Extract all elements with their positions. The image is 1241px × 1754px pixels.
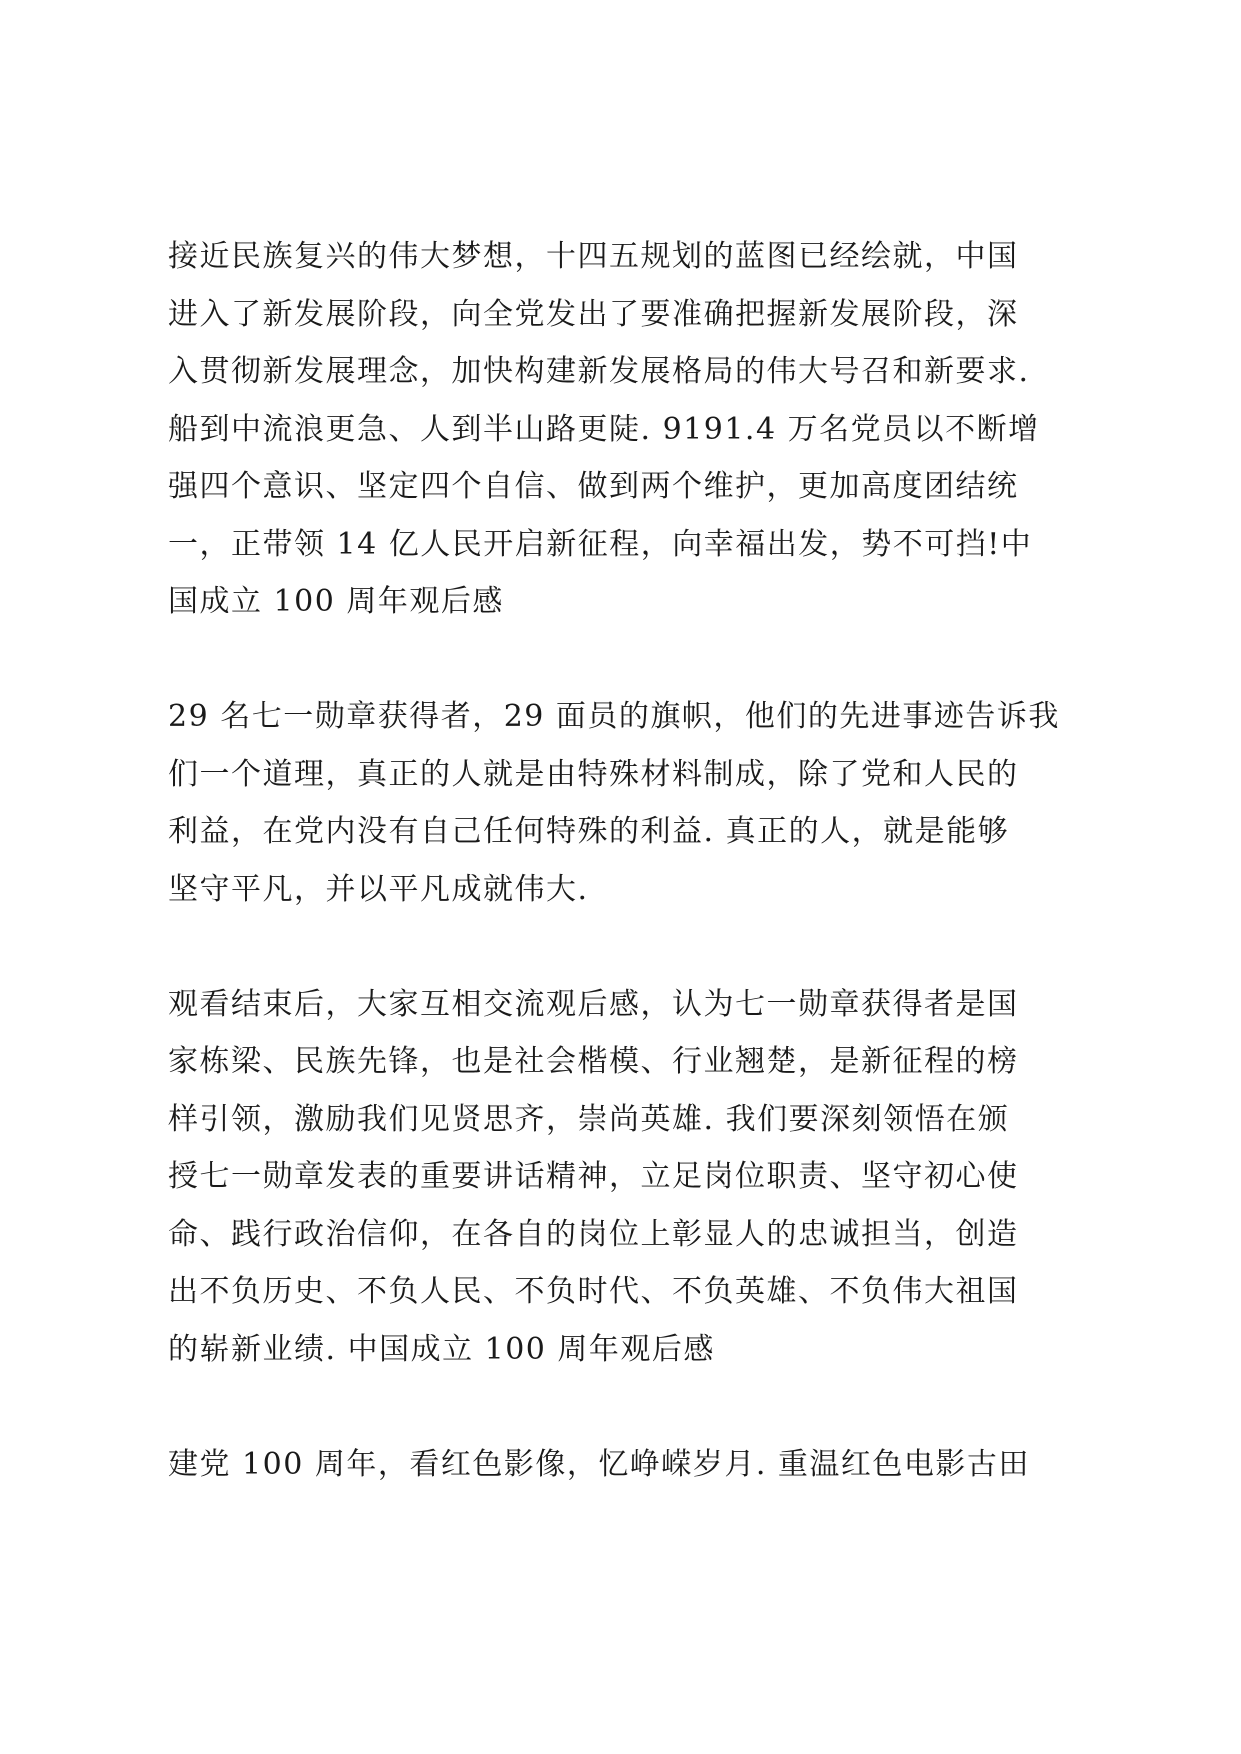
text-line: 建党 100 周年，看红色影像，忆峥嵘岁月. 重温红色电影古田 — [168, 1446, 1030, 1482]
text-line: 命、践行政治信仰，在各自的岗位上彰显人的忠诚担当，创造 — [168, 1216, 1019, 1252]
paragraph-gap — [168, 918, 1088, 976]
text-line: 国成立 100 周年观后感 — [168, 584, 504, 619]
paragraph-4 — [168, 1436, 1088, 1494]
text-line: 授七一勋章发表的重要讲话精神，立足岗位职责、坚守初心使 — [168, 1159, 1019, 1194]
text-line: 利益，在党内没有自己任何特殊的利益. 真正的人，就是能够 — [168, 814, 1010, 849]
document-body — [168, 228, 1088, 1493]
text-line: 坚守平凡，并以平凡成就伟大. — [168, 871, 589, 907]
paragraph-1 — [168, 228, 1088, 631]
paragraph-gap — [168, 1378, 1088, 1436]
text-line: 样引领，激励我们见贤思齐，崇尚英雄. 我们要深刻领悟在颁 — [168, 1101, 1010, 1137]
text-line: 们一个道理，真正的人就是由特殊材料制成，除了党和人民的 — [168, 756, 1019, 792]
text-line: 接近民族复兴的伟大梦想，十四五规划的蓝图已经绘就，中国 — [168, 239, 1019, 274]
text-line: 强四个意识、坚定四个自信、做到两个维护，更加高度团结统 — [168, 469, 1019, 504]
paragraph-2 — [168, 688, 1088, 918]
text-line: 船到中流浪更急、人到半山路更陡. 9191.4 万名党员以不断增 — [168, 411, 1040, 447]
text-line: 观看结束后，大家互相交流观后感，认为七一勋章获得者是国 — [168, 986, 1019, 1022]
text-line: 出不负历史、不负人民、不负时代、不负英雄、不负伟大祖国 — [168, 1274, 1019, 1309]
text-line: 家栋梁、民族先锋，也是社会楷模、行业翘楚，是新征程的榜 — [168, 1044, 1019, 1079]
paragraph-3 — [168, 976, 1088, 1379]
text-line: 的崭新业绩. 中国成立 100 周年观后感 — [168, 1331, 715, 1367]
text-line: 29 名七一勋章获得者，29 面员的旗帜，他们的先进事迹告诉我 — [168, 699, 1060, 734]
text-line: 一，正带领 14 亿人民开启新征程，向幸福出发，势不可挡!中 — [168, 526, 1033, 562]
paragraph-gap — [168, 631, 1088, 689]
text-line: 入贯彻新发展理念，加快构建新发展格局的伟大号召和新要求. — [168, 354, 1030, 389]
text-line: 进入了新发展阶段，向全党发出了要准确把握新发展阶段，深 — [168, 296, 1019, 332]
